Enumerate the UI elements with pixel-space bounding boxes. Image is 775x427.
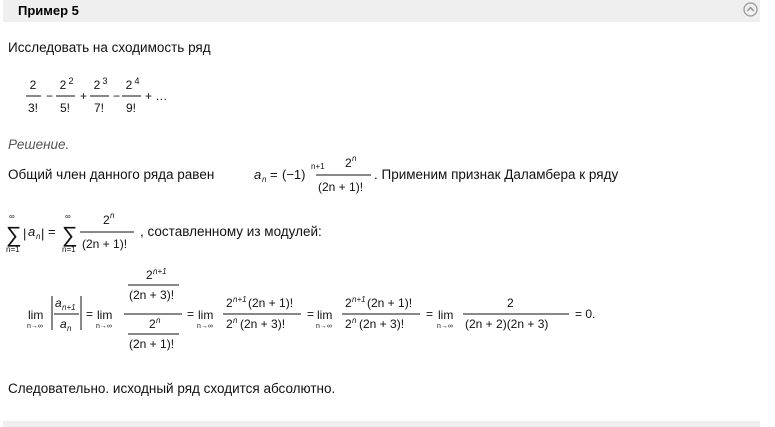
svg-text:|: | — [23, 226, 27, 241]
svg-text:=: = — [86, 307, 94, 321]
svg-text:(−1): (−1) — [282, 167, 306, 182]
svg-text:=: = — [307, 307, 315, 321]
svg-text:n→∞: n→∞ — [437, 323, 453, 330]
series-term-1-numerator: 2 — [29, 78, 37, 92]
svg-text:(2n + 1)!: (2n + 1)! — [367, 296, 413, 310]
svg-text:n: n — [352, 316, 357, 325]
svg-text:2: 2 — [226, 317, 233, 331]
svg-text:2: 2 — [507, 296, 514, 310]
general-term-after: . Применим признак Даламбера к ряду — [374, 167, 619, 182]
example-title: Пример 5 — [18, 3, 79, 18]
svg-text:5!: 5! — [59, 101, 71, 115]
svg-text:n=1: n=1 — [6, 245, 20, 254]
svg-text:n: n — [233, 316, 238, 325]
svg-text:|: | — [41, 226, 45, 241]
svg-text:2: 2 — [149, 317, 156, 331]
series-sign-3: − — [113, 89, 121, 103]
svg-text:n: n — [36, 232, 41, 241]
scroll-to-top-icon[interactable] — [743, 2, 758, 17]
svg-text:(2n + 3)!: (2n + 3)! — [129, 288, 175, 302]
general-term-formula — [254, 155, 371, 194]
svg-text:9!: 9! — [125, 101, 137, 115]
svg-text:a: a — [28, 224, 36, 239]
svg-text:2: 2 — [93, 78, 101, 92]
svg-text:∑: ∑ — [6, 222, 22, 247]
svg-text:n+1: n+1 — [153, 268, 167, 276]
series-term-1-denominator: 3! — [27, 101, 39, 115]
svg-text:n→∞: n→∞ — [27, 323, 43, 330]
svg-text:n→∞: n→∞ — [96, 323, 112, 330]
series-sign-1: − — [46, 89, 54, 103]
svg-text:lim: lim — [438, 308, 454, 322]
svg-text:(2n + 3)!: (2n + 3)! — [359, 317, 405, 331]
svg-text:n+1: n+1 — [62, 303, 76, 312]
svg-text:(2n + 3)!: (2n + 3)! — [240, 317, 286, 331]
svg-text:=: = — [187, 307, 195, 321]
svg-text:2: 2 — [226, 296, 233, 310]
svg-text:n→∞: n→∞ — [197, 323, 213, 330]
svg-text:a: a — [60, 317, 67, 331]
svg-text:2: 2 — [345, 156, 352, 170]
task-statement: Исследовать на сходимость ряд — [8, 40, 211, 55]
svg-text:(2n + 1)!: (2n + 1)! — [318, 180, 364, 194]
svg-text:n+1: n+1 — [233, 295, 247, 304]
svg-text:(2n + 2)(2n + 3): (2n + 2)(2n + 3) — [465, 317, 549, 331]
svg-text:a: a — [55, 296, 62, 310]
conclusion-statement: Следовательно. исходный ряд сходится абсолютно. — [8, 381, 336, 396]
svg-text:a: a — [254, 167, 262, 182]
svg-text:2: 2 — [345, 317, 352, 331]
svg-text:(2n + 1)!: (2n + 1)! — [129, 337, 175, 351]
svg-text:2: 2 — [146, 268, 153, 282]
svg-text:lim: lim — [198, 308, 214, 322]
limit-computation-formula — [24, 268, 624, 365]
svg-text:4: 4 — [134, 76, 140, 86]
svg-text:2: 2 — [59, 78, 67, 92]
solution-label: Решение. — [8, 137, 70, 152]
general-term-intro: Общий член данного ряда равен — [8, 167, 215, 182]
svg-text:n→∞: n→∞ — [316, 323, 332, 330]
svg-text:n: n — [110, 212, 115, 220]
svg-text:n+1: n+1 — [352, 295, 366, 304]
svg-text:∑: ∑ — [62, 222, 78, 247]
svg-text:lim: lim — [317, 308, 333, 322]
svg-text:n+1: n+1 — [311, 162, 325, 171]
svg-text:=: = — [426, 307, 434, 321]
svg-text:n=1: n=1 — [62, 245, 76, 254]
svg-text:n: n — [156, 316, 161, 325]
svg-text:lim: lim — [28, 308, 44, 322]
svg-text:3: 3 — [102, 76, 108, 86]
svg-text:n: n — [352, 155, 357, 163]
svg-text:7!: 7! — [93, 101, 105, 115]
svg-text:n: n — [262, 175, 267, 184]
svg-text:=: = — [270, 167, 278, 182]
example-header-bar — [3, 0, 760, 22]
next-example-header-bar — [3, 421, 760, 427]
modulus-series-after: , составленному из модулей: — [140, 224, 322, 239]
svg-text:=: = — [48, 224, 56, 239]
svg-text:2: 2 — [68, 76, 74, 86]
svg-text:(2n + 1)!: (2n + 1)! — [248, 296, 294, 310]
svg-text:= 0.: = 0. — [575, 307, 596, 321]
svg-text:2: 2 — [103, 213, 110, 227]
svg-text:2: 2 — [125, 78, 133, 92]
svg-text:n: n — [67, 324, 72, 333]
series-tail: + … — [145, 89, 168, 103]
svg-text:∞: ∞ — [9, 212, 15, 221]
series-sign-2: + — [80, 89, 88, 103]
modulus-series-formula — [6, 212, 134, 254]
series-formula — [25, 76, 175, 123]
general-term-line — [8, 155, 648, 200]
modulus-series-line — [6, 212, 386, 259]
svg-text:lim: lim — [97, 308, 113, 322]
svg-text:∞: ∞ — [65, 212, 71, 221]
svg-text:(2n + 1)!: (2n + 1)! — [82, 237, 128, 251]
svg-text:2: 2 — [345, 296, 352, 310]
